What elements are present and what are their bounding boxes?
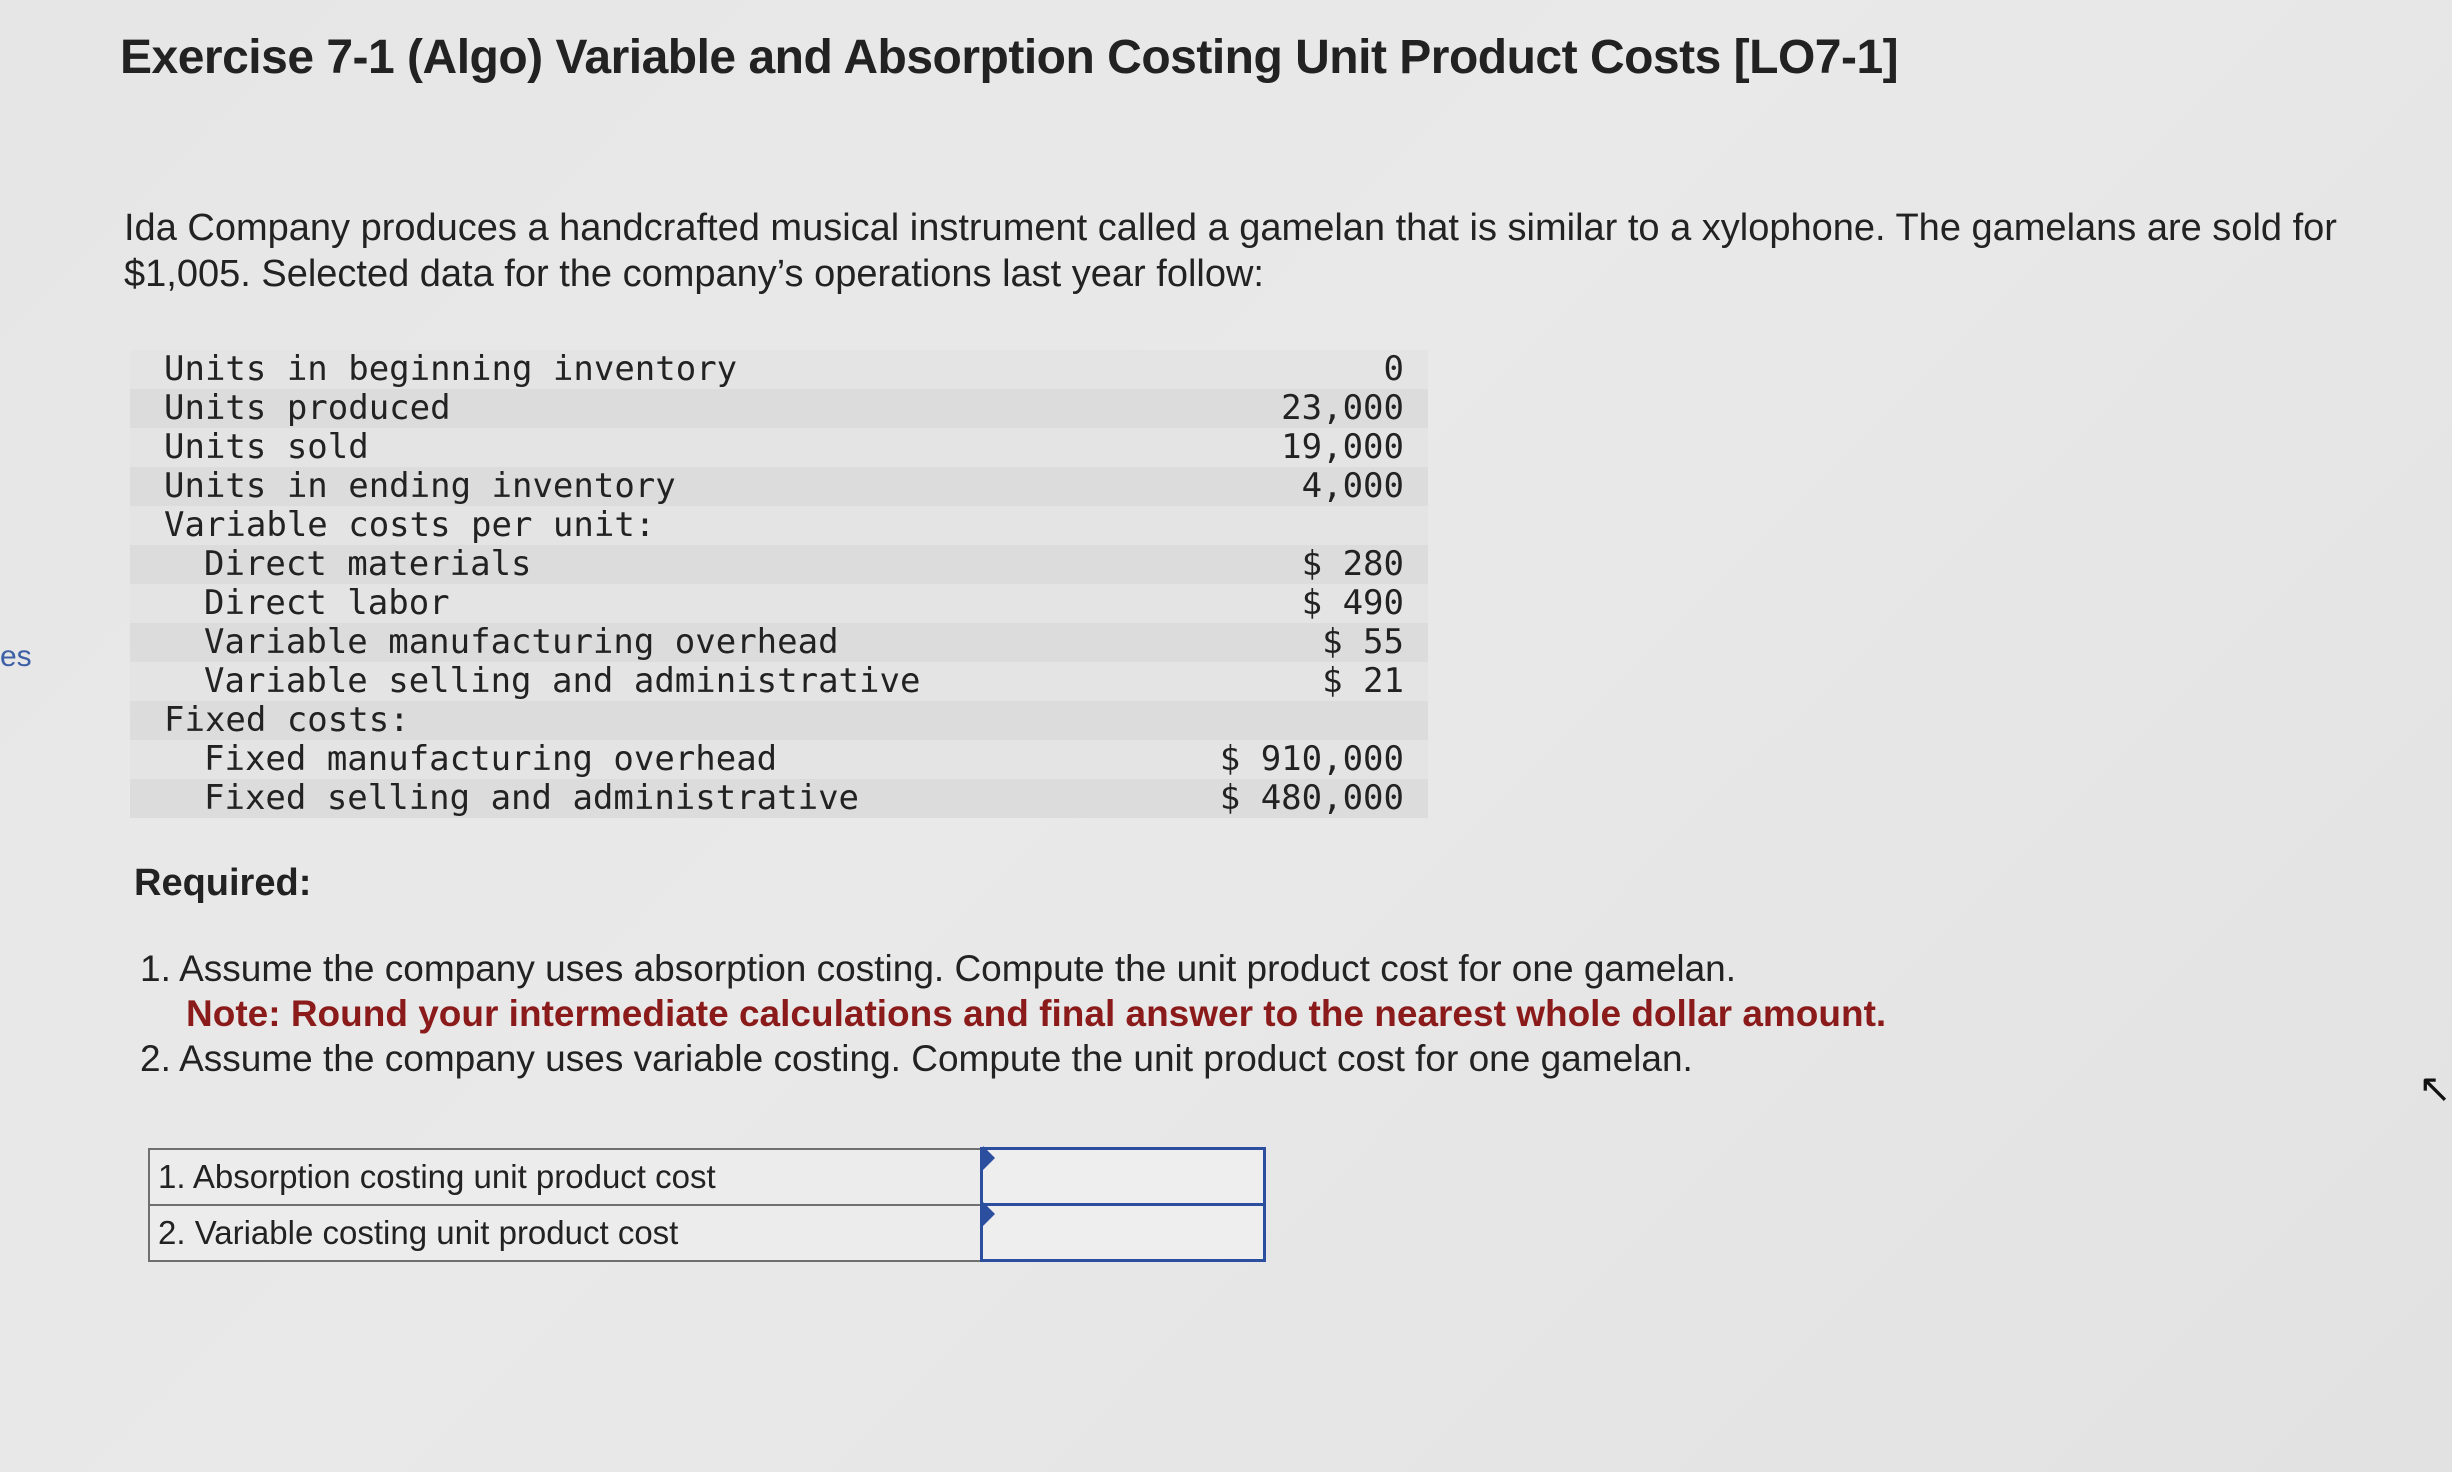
table-row — [130, 428, 1428, 467]
absorption-cost-label: 1. Absorption costing unit product cost — [149, 1149, 982, 1205]
rounding-note: Note: Round your intermediate calculations and final answer to the nearest whole dollar amount. — [186, 993, 1887, 1034]
table-row — [130, 389, 1428, 428]
row-value: $ 910,000 — [1104, 740, 1428, 779]
row-label: Fixed manufacturing overhead — [130, 740, 1104, 779]
intro-line-2: $1,005. Selected data for the company’s operations last year follow: — [124, 253, 1264, 295]
row-value: 4,000 — [1104, 467, 1428, 506]
required-heading: Required: — [134, 862, 312, 904]
row-label: Units in ending inventory — [130, 467, 1104, 506]
row-value: 0 — [1104, 350, 1428, 389]
table-row — [130, 779, 1428, 818]
problem-description — [124, 205, 2404, 297]
answer-table — [148, 1147, 1266, 1262]
row-label: Variable selling and administrative — [130, 662, 1104, 701]
row-label: Direct materials — [130, 545, 1104, 584]
intro-line-1: Ida Company produces a handcrafted musical instrument called a gamelan that is similar to a xylophone. The gamelans are sold for — [124, 207, 2337, 249]
table-row — [130, 662, 1428, 701]
variable-cost-label: 2. Variable costing unit product cost — [149, 1205, 982, 1261]
row-value: $ 490 — [1104, 584, 1428, 623]
row-value: $ 55 — [1104, 623, 1428, 662]
row-label: Units in beginning inventory — [130, 350, 1104, 389]
table-row — [130, 740, 1428, 779]
row-label: Units sold — [130, 428, 1104, 467]
table-row — [130, 701, 1428, 740]
side-tab-label[interactable]: es — [0, 640, 32, 673]
row-label: Units produced — [130, 389, 1104, 428]
row-value: $ 280 — [1104, 545, 1428, 584]
row-label: Fixed costs: — [130, 701, 1104, 740]
page-title: Exercise 7-1 (Algo) Variable and Absorption Costing Unit Product Costs [LO7-1] — [120, 31, 1899, 84]
table-row — [130, 467, 1428, 506]
table-row — [130, 584, 1428, 623]
requirements-list — [140, 946, 1886, 1081]
row-value — [1104, 701, 1428, 740]
absorption-cost-cell — [982, 1149, 1265, 1205]
row-value: $ 21 — [1104, 662, 1428, 701]
row-value — [1104, 506, 1428, 545]
answer-row — [149, 1149, 1265, 1205]
requirement-2: 2. Assume the company uses variable costing. Compute the unit product cost for one gamelan. — [140, 1038, 1693, 1079]
table-row — [130, 545, 1428, 584]
row-label: Direct labor — [130, 584, 1104, 623]
variable-cost-input[interactable] — [983, 1206, 1263, 1259]
requirement-1-text: 1. Assume the company uses absorption costing. Compute the unit product cost for one gamelan. — [140, 948, 1737, 989]
row-value: $ 480,000 — [1104, 779, 1428, 818]
row-value: 23,000 — [1104, 389, 1428, 428]
row-value: 19,000 — [1104, 428, 1428, 467]
variable-cost-cell — [982, 1205, 1265, 1261]
table-row — [130, 623, 1428, 662]
row-label: Fixed selling and administrative — [130, 779, 1104, 818]
table-row — [130, 506, 1428, 545]
row-label: Variable manufacturing overhead — [130, 623, 1104, 662]
data-table — [130, 350, 1428, 818]
answer-row — [149, 1205, 1265, 1261]
table-row — [130, 350, 1428, 389]
absorption-cost-input[interactable] — [983, 1150, 1263, 1203]
requirement-1 — [140, 946, 1886, 1036]
mouse-pointer-icon: ↖ — [2418, 1067, 2452, 1111]
row-label: Variable costs per unit: — [130, 506, 1104, 545]
